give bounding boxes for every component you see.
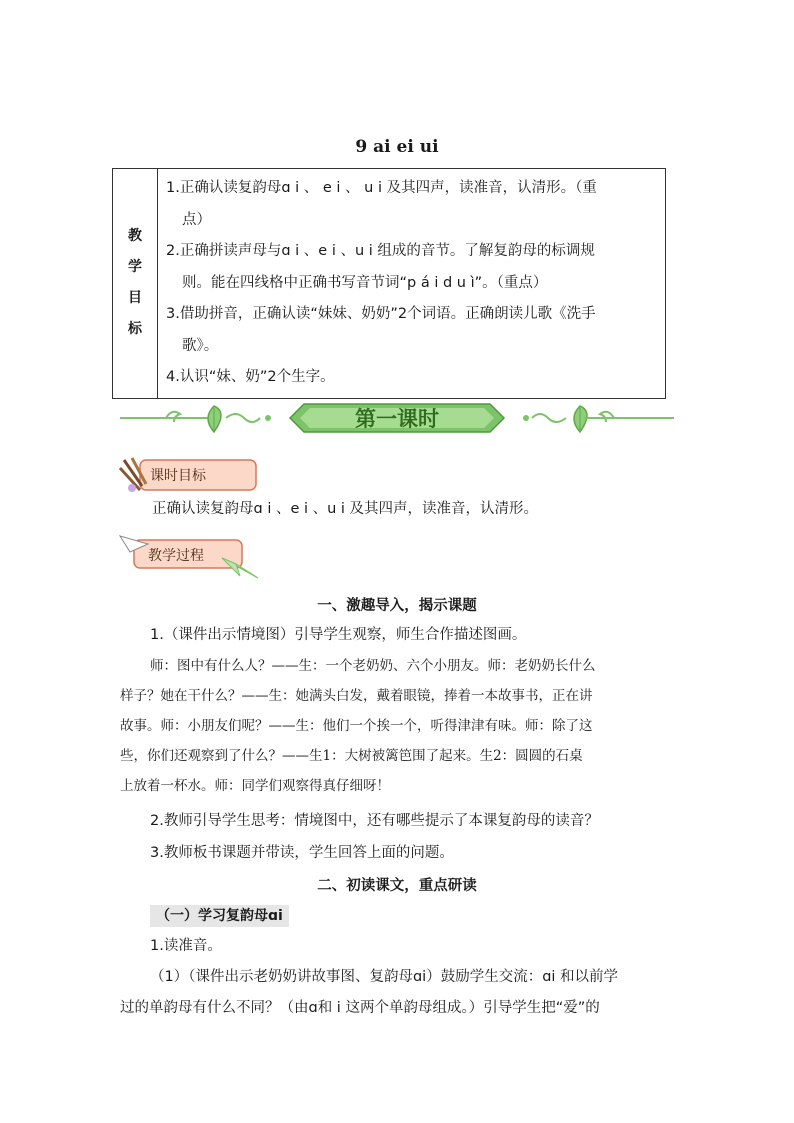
lesson-banner	[118, 398, 676, 438]
section1-paragraph-2: 2.教师引导学生思考：情境图中，还有哪些提示了本课复韵母的读音？	[150, 813, 599, 829]
goals-header-char: 目	[128, 290, 142, 307]
document-title: 9 ai ei ui	[355, 137, 439, 157]
section1-paragraph-3: 3.教师板书课题并带读，学生回答上面的问题。	[150, 845, 454, 861]
section2-paragraph-2-line2: 过的单韵母有什么不同？（由ɑ和 i 这两个单韵母组成。）引导学生把“爱”的	[120, 1000, 600, 1016]
teaching-goals-table	[112, 168, 666, 399]
section2-heading: 二、初读课文，重点研读	[317, 878, 477, 894]
goal-item-1-line1: 1.正确认读复韵母ɑ i 、 e i 、 u i 及其四声，读准音，认清形。（重	[166, 180, 597, 196]
section1-heading: 一、激趣导入，揭示课题	[317, 598, 477, 614]
banner-left-ornament	[120, 406, 271, 432]
section2-paragraph-1: 1.读准音。	[150, 938, 222, 954]
banner-right-ornament	[523, 406, 674, 432]
subsection-ai-heading: （一）学习复韵母ɑi	[150, 905, 289, 927]
goal-item-4-line1: 4.认识“妹、奶”2个生字。	[166, 369, 335, 385]
goal-item-3-line1: 3.借助拼音，正确认读“妹妹、奶奶”2个词语。正确朗读儿歌《洗手	[166, 306, 596, 322]
dialog-line: 样子？她在干什么？——生：她满头白发，戴着眼镜，捧着一本故事书，正在讲	[120, 688, 593, 704]
dialog-line: 师：图中有什么人？——生：一个老奶奶、六个小朋友。师：老奶奶长什么	[150, 658, 596, 674]
lesson-banner-label: 第一课时	[355, 406, 439, 431]
goal-item-3-line2: 歌》。	[182, 337, 219, 354]
goal-item-1-line2: 点）	[182, 211, 211, 228]
process-tag-label: 教学过程	[148, 548, 204, 564]
goal-item-2-line1: 2.正确拼读声母与ɑ i 、e i 、u i 组成的音节。了解复韵母的标调规	[166, 243, 595, 259]
lesson-goal-text: 正确认读复韵母ɑ i 、e i 、u i 及其四声，读准音，认清形。	[152, 501, 539, 517]
section1-paragraph-1: 1.（课件出示情境图）引导学生观察，师生合作描述图画。	[150, 627, 527, 643]
goals-list	[158, 169, 666, 399]
goal-item-2-line2: 则。能在四线格中正确书写音节词“p á i d u ì”。（重点）	[182, 274, 548, 291]
process-tag	[118, 530, 260, 582]
lesson-goal-tag	[118, 456, 258, 494]
goals-header	[113, 169, 158, 399]
goals-header-char: 教	[128, 228, 142, 245]
dialog-line: 故事。师：小朋友们呢？——生：他们一个挨一个，听得津津有味。师：除了这	[120, 718, 593, 734]
dialog-line: 些，你们还观察到了什么？——生1：大树被篱笆围了起来。生2：圆圆的石桌	[120, 748, 583, 764]
goals-header-char: 学	[128, 259, 142, 276]
goals-header-char: 标	[128, 321, 142, 338]
lesson-goal-tag-label: 课时目标	[150, 468, 206, 484]
dialog-line: 上放着一杯水。师：同学们观察得真仔细呀！	[120, 778, 390, 794]
dialog-block	[120, 651, 674, 801]
section2-paragraph-2-line1: （1）（课件出示老奶奶讲故事图、复韵母ɑi）鼓励学生交流：ɑi 和以前学	[150, 969, 619, 985]
